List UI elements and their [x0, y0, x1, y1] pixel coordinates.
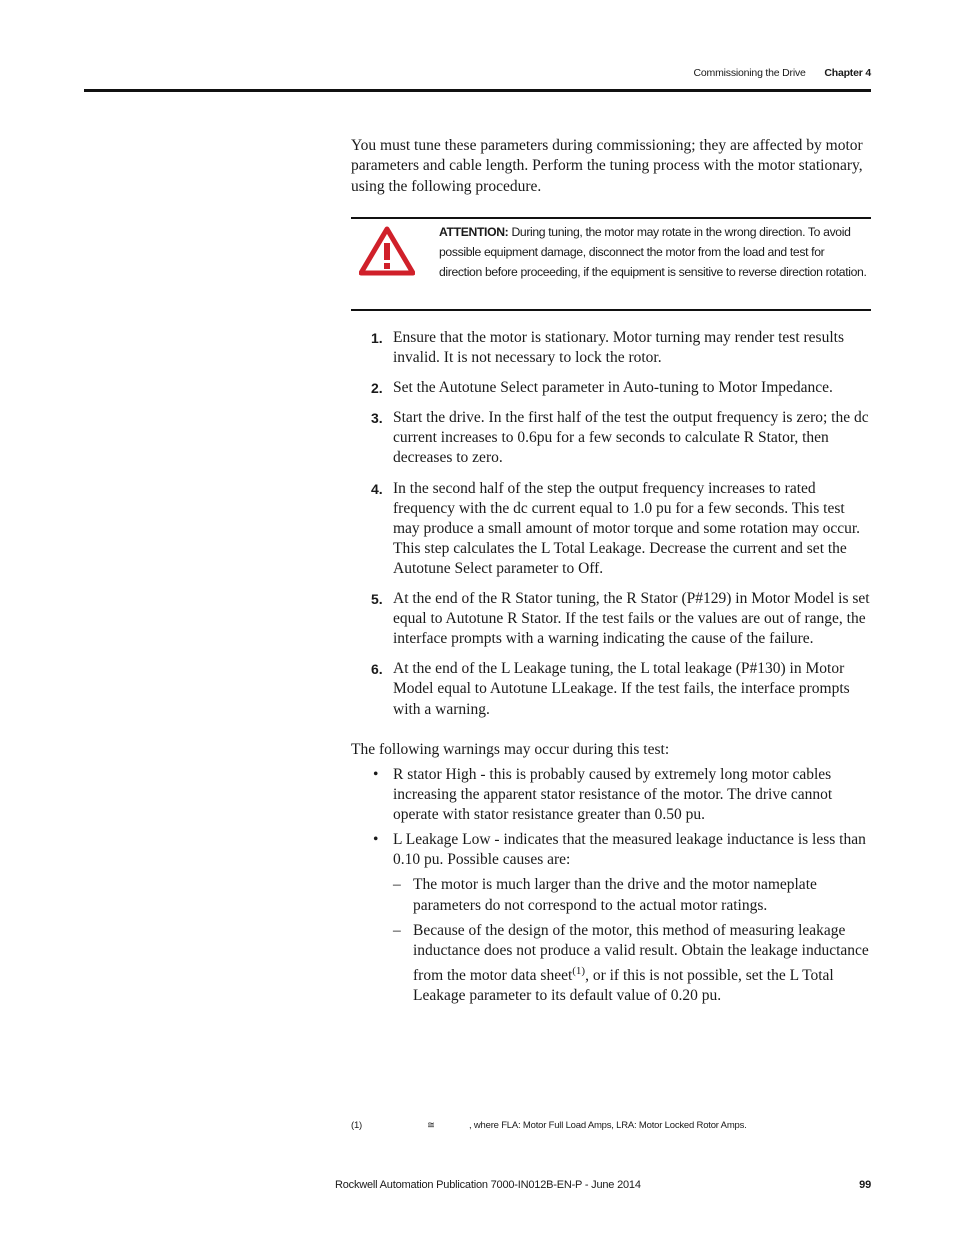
cause-text-continued: , or if this is not possible, set the L Total Leakage parameter to its default value of 0.20 pu. [413, 967, 834, 1005]
attention-box [351, 217, 871, 311]
list-item [351, 589, 871, 649]
list-item [393, 875, 871, 915]
dash: – [393, 921, 401, 939]
list-item [351, 408, 871, 468]
warning-text: L Leakage Low - indicates that the measured leakage inductance is less than 0.10 pu. Possible causes are: [393, 831, 866, 869]
list-item [351, 378, 871, 398]
warnings-intro: The following warnings may occur during this test: [351, 741, 670, 758]
step-number: 6. [371, 661, 383, 678]
list-item [351, 479, 871, 579]
approx-symbol: ≅ [427, 1120, 435, 1131]
attention-label: ATTENTION: [439, 225, 509, 239]
running-header [694, 67, 871, 79]
step-text: In the second half of the step the output frequency increases to rated frequency with the dc current equal to 1.0 pu for a few seconds. This test may produce a small amount of motor torque and some rotation may occur. This step calculates the L Total Leakage. Decrease the current and set the Autotune Select parameter to Off. [393, 479, 861, 577]
intro-paragraph: You must tune these parameters during commissioning; they are affected by motor parameters and cable length. Perform the tuning process with the motor stationary, using the following procedure. [351, 137, 863, 195]
step-number: 5. [371, 591, 383, 608]
bullet: • [373, 831, 379, 849]
footnote-mark: (1) [351, 1120, 363, 1131]
list-item [351, 830, 871, 1006]
list-item [351, 765, 871, 825]
step-text: At the end of the L Leakage tuning, the L total leakage (P#130) in Motor Model equal to Autotune LLeakage. If the test fails, the interface prompts with a warning. [393, 660, 850, 718]
cause-text: Because of the design of the motor, this method of measuring leakage inductance does not produce a valid result. Obtain the leakage inductance from the motor data sheet [413, 921, 869, 984]
header-rule [84, 89, 871, 92]
step-text: Start the drive. In the first half of the test the output frequency is zero; the dc current increases to 0.6pu for a few seconds to calculate R Stator, then decreases to zero. [393, 409, 869, 467]
warning-triangle-icon [359, 226, 415, 276]
step-number: 3. [371, 410, 383, 427]
dash: – [393, 876, 401, 894]
list-item [351, 659, 871, 719]
list-item [351, 328, 871, 368]
causes-list [393, 875, 871, 1006]
attention-text [439, 222, 869, 282]
procedure-steps [351, 328, 871, 730]
warnings-list [351, 765, 871, 1011]
step-number: 4. [371, 480, 383, 497]
header-chapter: Chapter 4 [824, 67, 871, 79]
list-item [393, 921, 871, 1007]
attention-message: During tuning, the motor may rotate in the wrong direction. To avoid possible equipment damage, disconnect the motor from the load and test for direction before proceeding, if the equipment is sensitive to reverse direction rotation. [439, 225, 867, 279]
warning-text: R stator High - this is probably caused by extremely long motor cables increasing the apparent stator resistance of the motor. The drive cannot operate with stator resistance greater than 0.50 pu. [393, 766, 833, 824]
step-text: Ensure that the motor is stationary. Motor turning may render test results invalid. It is not necessary to lock the rotor. [393, 329, 844, 367]
step-text: Set the Autotune Select parameter in Auto-tuning to Motor Impedance. [393, 379, 833, 397]
header-section-title: Commissioning the Drive [693, 67, 806, 79]
bullet: • [373, 766, 379, 783]
footnote-reference[interactable]: (1) [572, 964, 586, 977]
footnote-text: , where FLA: Motor Full Load Amps, LRA: Motor Locked Rotor Amps. [469, 1120, 747, 1131]
cause-text: The motor is much larger than the drive and the motor nameplate parameters do not correspond to the actual motor ratings. [413, 876, 817, 914]
step-number: 1. [371, 330, 383, 346]
step-number: 2. [371, 380, 383, 397]
page-number: 99 [859, 1179, 871, 1191]
step-text: At the end of the R Stator tuning, the R Stator (P#129) in Motor Model is set equal to Autotune R Stator. If the test fails or the values are out of range, the interface prompts with a warning indicating the cause of the failure. [393, 590, 870, 648]
publication-id: Rockwell Automation Publication 7000-IN012B-EN-P - June 2014 [335, 1179, 641, 1191]
